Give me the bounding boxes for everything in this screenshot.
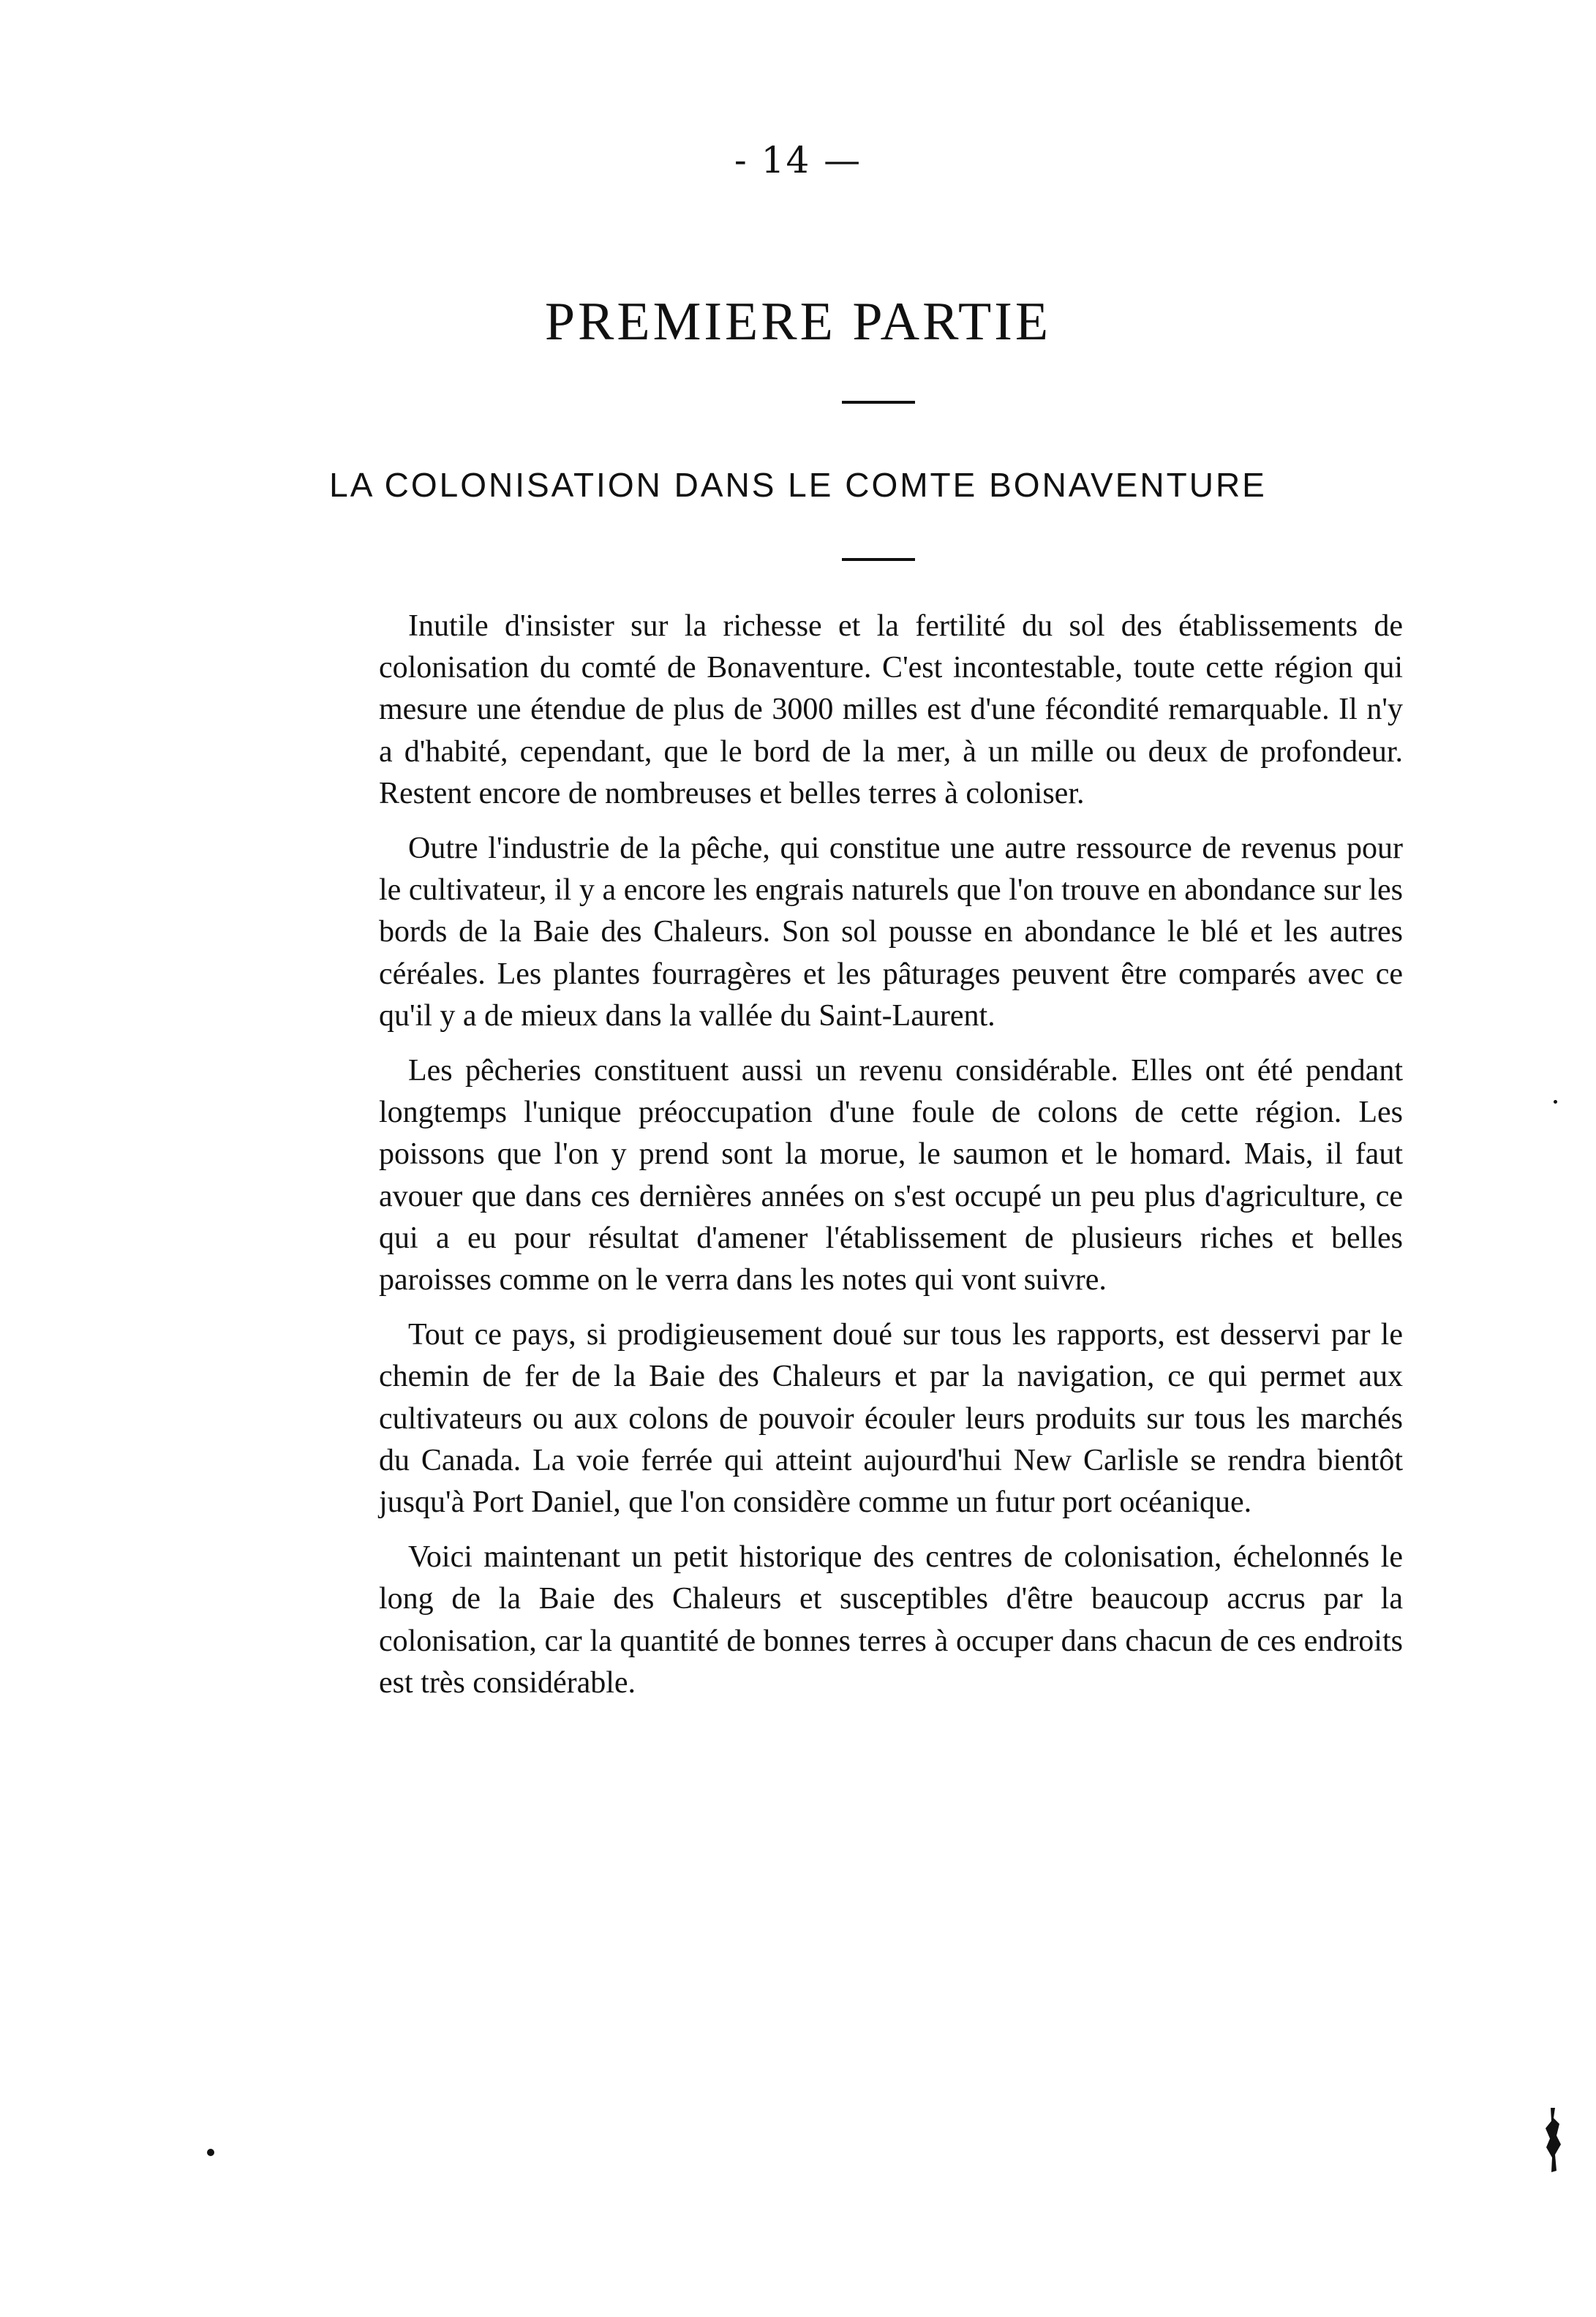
paragraph: Tout ce pays, si prodigieusement doué sur tous les rapports, est desservi par le chemin de fer de la Baie des Chaleurs et par la navigation, ce qui permet aux cultivateurs ou aux colons de pouvoir écouler leurs produits sur tous les marchés du Canada. La voie ferrée qui atteint aujourd'hui New Carlisle se rendra bientôt jusqu'à Port Daniel, que l'on considère comme un futur port océanique. xyxy=(379,1318,1403,1520)
paragraph: Inutile d'insister sur la richesse et la fertilité du sol des établissements de colonisation du comté de Bonaventure. C'est incontestable, toute cette région qui mesure une étendue de plus de 3000 milles est d'une fécondité remarquable. Il n'y a d'habité, cependant, que le bord de la mer, à un mille ou deux de profondeur. Restent encore de nombreuses et belles terres à coloniser. xyxy=(379,609,1403,810)
margin-ink-mark xyxy=(1543,2106,1562,2174)
paragraph: Voici maintenant un petit historique des centres de colonisation, échelonnés le long de la Baie des Chaleurs et susceptibles d'être beaucoup accrus par la colonisation, car la quantité de bonnes terres à occuper dans chacun de ces endroits est très considérable. xyxy=(379,1540,1403,1700)
section-heading: LA COLONISATION DANS LE COMTE BONAVENTURE xyxy=(329,466,1267,504)
paragraph: Outre l'industrie de la pêche, qui constitue une autre ressource de revenus pour le cultivateur, il y a encore les engrais naturels que l'on trouve en abondance sur les bords de la Baie des Chaleurs. Son sol pousse en abondance le blé et les autres céréales. Les plantes fourragères et les pâturages peuvent être comparés avec ce qu'il y a de mieux dans la vallée du Saint-Laurent. xyxy=(379,832,1403,1033)
title-divider-rule xyxy=(842,401,915,404)
heading-divider-rule xyxy=(842,558,915,561)
ink-speck xyxy=(207,2149,214,2156)
ink-speck xyxy=(1554,1100,1557,1104)
page-number: - 14 — xyxy=(734,139,862,181)
body-text xyxy=(379,606,1403,1717)
part-title: PREMIERE PARTIE xyxy=(544,292,1052,352)
paragraph: Les pêcheries constituent aussi un revenu considérable. Elles ont été pendant longtemps l'unique préoccupation d'une foule de colons de cette région. Les poissons que l'on y prend sont la morue, le saumon et le homard. Mais, il faut avouer que dans ces dernières années on s'est occupé un peu plus d'agriculture, ce qui a eu pour résultat d'amener l'établissement de plusieurs riches et belles paroisses comme on le verra dans les notes qui vont suivre. xyxy=(379,1054,1403,1297)
